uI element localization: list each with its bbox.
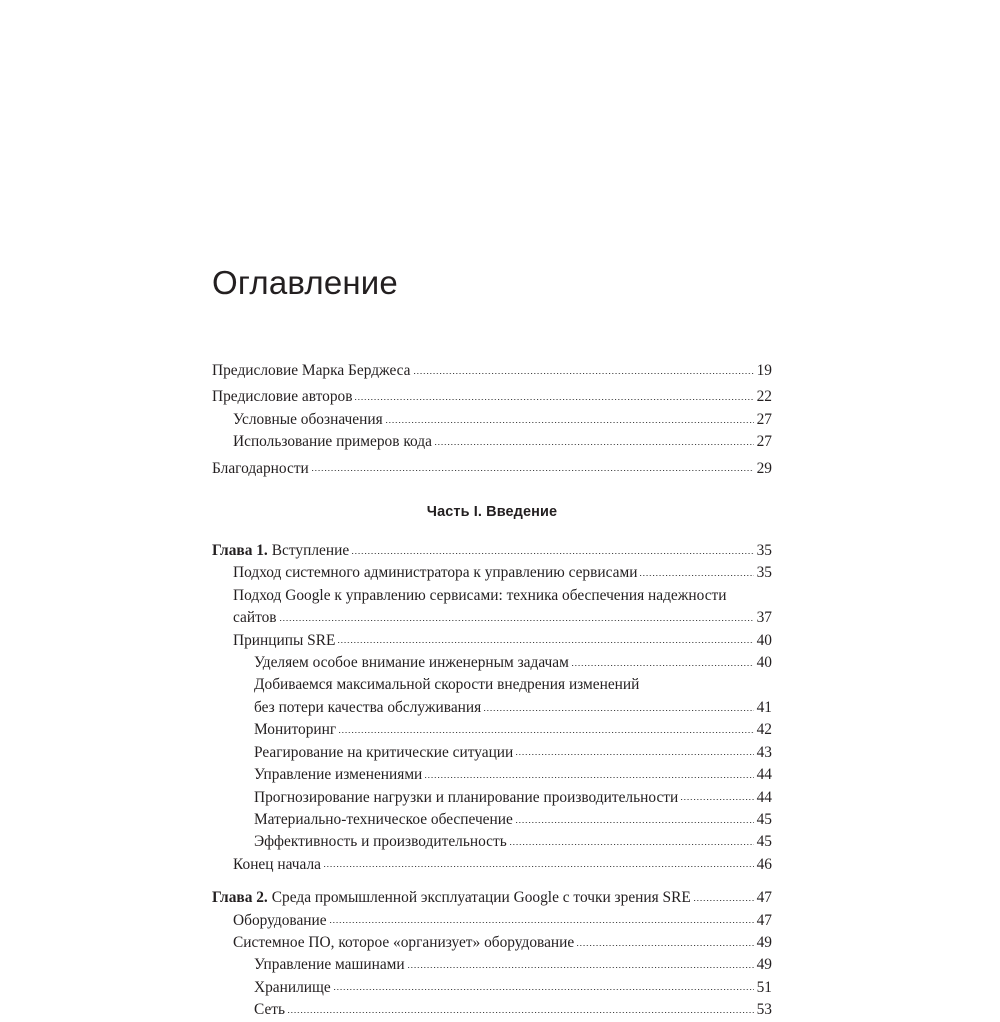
leader-dots bbox=[386, 422, 754, 423]
leader-dots bbox=[280, 620, 754, 621]
toc-entry-page: 40 bbox=[756, 631, 772, 649]
toc-entry[interactable] bbox=[254, 954, 772, 976]
toc-entry-page: 19 bbox=[756, 362, 772, 379]
toc-entry-label: сайтов bbox=[233, 609, 277, 627]
toc-entry-page: 43 bbox=[756, 743, 772, 761]
toc-entry[interactable] bbox=[233, 932, 772, 954]
leader-dots bbox=[425, 777, 753, 778]
toc-entry[interactable] bbox=[254, 764, 772, 786]
leader-dots bbox=[408, 967, 754, 968]
toc-entry[interactable] bbox=[254, 831, 772, 853]
leader-dots bbox=[435, 444, 754, 445]
toc-entry-label: Предисловие Марка Берджеса bbox=[212, 362, 411, 379]
toc-entry[interactable] bbox=[254, 719, 772, 741]
chapter-number: Глава 1. bbox=[212, 542, 268, 560]
toc-entry-page: 22 bbox=[756, 388, 772, 406]
toc-entry-page: 49 bbox=[756, 956, 772, 974]
toc-entry-label: Использование примеров кода bbox=[233, 433, 432, 451]
toc-entry[interactable] bbox=[212, 458, 772, 480]
leader-dots bbox=[414, 373, 754, 374]
chapter-number: Глава 2. bbox=[212, 889, 268, 907]
toc-entry-label: Мониторинг bbox=[254, 721, 337, 739]
toc-entry-label: Оборудование bbox=[233, 911, 327, 929]
toc-entry-page: 44 bbox=[756, 766, 772, 784]
toc-entry[interactable] bbox=[233, 910, 772, 932]
toc-entry-label: Сеть bbox=[254, 1001, 286, 1019]
leader-dots bbox=[339, 732, 753, 733]
toc-entry[interactable] bbox=[233, 562, 772, 584]
leader-dots bbox=[312, 470, 754, 471]
toc-entry-label: без потери качества обслуживания bbox=[254, 698, 482, 716]
toc-entry[interactable] bbox=[233, 630, 772, 652]
toc-entry-page: 41 bbox=[756, 698, 772, 716]
table-of-contents bbox=[212, 360, 772, 1022]
toc-chapter-label bbox=[212, 540, 352, 562]
toc-section-front-matter bbox=[212, 360, 772, 480]
toc-entry[interactable] bbox=[233, 607, 772, 629]
toc-chapter-entry[interactable] bbox=[212, 887, 772, 909]
toc-entry-wrapped-line[interactable] bbox=[254, 674, 772, 696]
page-title: Оглавление bbox=[212, 264, 398, 302]
toc-entry-page: 45 bbox=[756, 810, 772, 828]
leader-dots bbox=[338, 642, 753, 643]
toc-entry-page: 44 bbox=[756, 788, 772, 806]
toc-entry-page: 47 bbox=[756, 911, 772, 929]
spacer bbox=[212, 876, 772, 887]
toc-entry-page: 49 bbox=[756, 933, 772, 951]
toc-entry-page: 47 bbox=[756, 889, 772, 907]
toc-chapter-entry[interactable] bbox=[212, 540, 772, 562]
chapter-title: Среда промышленной эксплуатации Google с точки зрения SRE bbox=[271, 889, 691, 907]
toc-entry-label: Прогнозирование нагрузки и планирование производительности bbox=[254, 788, 679, 806]
toc-entry[interactable] bbox=[254, 697, 772, 719]
toc-entry-label: Системное ПО, которое «организует» оборудование bbox=[233, 933, 575, 951]
leader-dots bbox=[352, 553, 753, 554]
toc-section-chapter-2 bbox=[212, 887, 772, 1021]
leader-dots bbox=[355, 399, 753, 400]
leader-dots bbox=[681, 799, 753, 800]
toc-chapter-label bbox=[212, 887, 694, 909]
toc-entry-label: Управление изменениями bbox=[254, 766, 423, 784]
toc-entry-label: Уделяем особое внимание инженерным задачам bbox=[254, 654, 569, 672]
toc-entry-page: 27 bbox=[756, 433, 772, 451]
leader-dots bbox=[694, 900, 754, 901]
toc-entry-page: 37 bbox=[756, 609, 772, 627]
toc-entry-label: Хранилище bbox=[254, 978, 331, 996]
leader-dots bbox=[516, 754, 753, 755]
toc-entry-label: Материально-техническое обеспечение bbox=[254, 810, 513, 828]
toc-entry-page: 46 bbox=[756, 855, 772, 873]
toc-entry-page: 42 bbox=[756, 721, 772, 739]
toc-entry[interactable] bbox=[233, 854, 772, 876]
toc-entry-label: Эффективность и производительность bbox=[254, 833, 507, 851]
toc-entry[interactable] bbox=[254, 977, 772, 999]
toc-entry[interactable] bbox=[233, 409, 772, 431]
toc-entry-label: Подход системного администратора к управлению сервисами bbox=[233, 564, 638, 582]
toc-entry-page: 40 bbox=[756, 654, 772, 672]
spacer bbox=[212, 480, 772, 504]
toc-entry-page: 29 bbox=[756, 459, 772, 477]
toc-entry-page: 35 bbox=[756, 564, 772, 582]
leader-dots bbox=[572, 665, 754, 666]
leader-dots bbox=[640, 575, 753, 576]
leader-dots bbox=[516, 822, 754, 823]
toc-entry-label: Подход Google к управлению сервисами: техника обеспечения надежности bbox=[233, 586, 727, 604]
leader-dots bbox=[484, 710, 753, 711]
spacer bbox=[212, 520, 772, 540]
toc-entry[interactable] bbox=[212, 386, 772, 408]
leader-dots bbox=[288, 1012, 754, 1013]
toc-entry-label: Принципы SRE bbox=[233, 631, 336, 649]
leader-dots bbox=[510, 844, 754, 845]
toc-entry-label: Конец начала bbox=[233, 855, 322, 873]
toc-entry-page: 35 bbox=[756, 542, 772, 560]
toc-entry[interactable] bbox=[233, 431, 772, 453]
toc-entry-label: Реагирование на критические ситуации bbox=[254, 743, 514, 761]
toc-entry-page: 51 bbox=[756, 978, 772, 996]
toc-entry-label: Благодарности bbox=[212, 459, 309, 477]
leader-dots bbox=[330, 922, 754, 923]
toc-entry[interactable] bbox=[254, 787, 772, 809]
toc-entry-label: Предисловие авторов bbox=[212, 388, 353, 406]
toc-entry[interactable] bbox=[254, 742, 772, 764]
leader-dots bbox=[577, 945, 753, 946]
toc-entry-wrapped-line[interactable] bbox=[233, 585, 772, 607]
leader-dots bbox=[334, 989, 754, 990]
leader-dots bbox=[324, 866, 754, 867]
toc-entry[interactable] bbox=[254, 999, 772, 1021]
toc-section-chapter-1 bbox=[212, 540, 772, 876]
toc-entry-label: Управление машинами bbox=[254, 956, 405, 974]
chapter-title: Вступление bbox=[271, 542, 350, 560]
toc-entry-page: 53 bbox=[756, 1001, 772, 1019]
part-heading: Часть I. Введение bbox=[426, 504, 558, 521]
toc-entry-page: 27 bbox=[756, 410, 772, 428]
toc-entry-label: Добиваемся максимальной скорости внедрения изменений bbox=[254, 676, 640, 694]
toc-entry[interactable] bbox=[254, 652, 772, 674]
toc-entry-page: 45 bbox=[756, 833, 772, 851]
toc-entry[interactable] bbox=[212, 360, 772, 382]
toc-entry[interactable] bbox=[254, 809, 772, 831]
toc-entry-label: Условные обозначения bbox=[233, 410, 383, 428]
